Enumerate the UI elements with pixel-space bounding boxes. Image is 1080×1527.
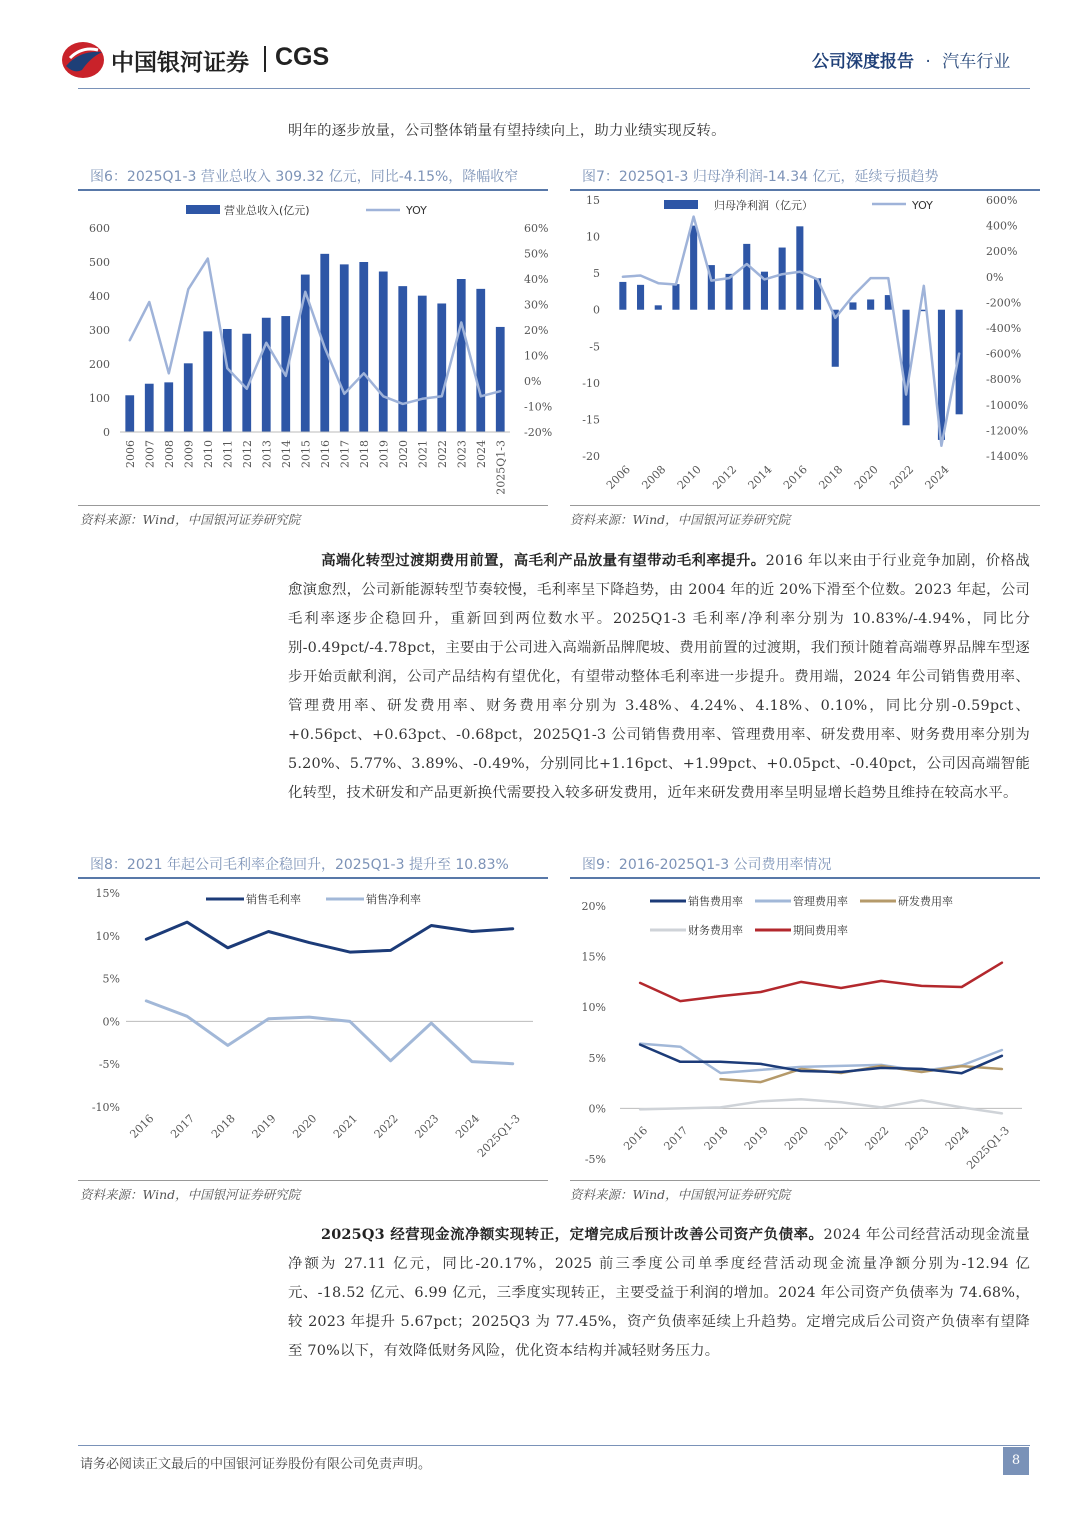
- logo-en: CGS: [275, 43, 330, 71]
- report-type: 公司深度报告: [812, 52, 914, 72]
- para1-bold: 高端化转型过渡期费用前置，高毛利产品放量有望带动毛利率提升。: [321, 552, 766, 569]
- fig7-x-tick: 2022: [887, 462, 917, 492]
- fig6-x-tick: 2018: [357, 440, 371, 468]
- fig7-bar: [619, 282, 626, 310]
- fig6-left-tick: 300: [89, 324, 110, 337]
- fig6-bar: [418, 296, 427, 432]
- fig6-chart: [78, 192, 553, 504]
- fig7-left-tick: -5: [589, 340, 600, 354]
- fig7-legend-bar-label: 归母净利润（亿元）: [714, 199, 813, 212]
- fig6-x-tick: 2009: [182, 440, 196, 468]
- fig8-x-tick: 2025Q1-3: [474, 1111, 523, 1160]
- para1-text: 2016 年以来由于行业竞争加剧，价格战愈演愈烈，公司新能源转型节奏较慢，毛利率呈下降趋势，由 2004 年的近 20%下滑至个位数。2023 年起，公司毛利率逐步企稳回升，重新回到两位数水平。2025Q1-3 毛利率/净利率分别为 10.83%/-4.94%，同比分别-0.49pct/-4.78pct，主要由于公司进入高端新品牌爬坡、费用前置的过渡期，我们预计随着高端尊界品牌车型逐步开始贡献利润，公司产品结构有望优化，有望带动整体毛利率进一步提升。费用端，2024 年公司销售费用率、管理费用率、研发费用率、财务费用率分别为 3.48%、4.24%、4.18%、0.10%，同比分别-0.59pct、+0.56pct、+0.63pct、-0.68pct，2025Q1-3 公司销售费用率、管理费用率、研发费用率、财务费用率分别为 5.20%、5.77%、3.89%、-0.49%，分别同比+1.16pct、+1.99pct、+0.05pct、-0.40pct，公司因高端智能化转型，技术研发和产品更新换代需要投入较多研发费用，近年来研发费用率呈明显增长趋势且维持在较高水平。: [288, 553, 1030, 801]
- fig7-title: 图7：2025Q1-3 归母净利润-14.34 亿元，延续亏损趋势: [582, 169, 939, 185]
- fig6-x-tick: 2019: [377, 440, 391, 468]
- fig7-bar: [779, 248, 786, 310]
- logo-divider: [264, 46, 266, 72]
- fig6-bar: [359, 262, 368, 432]
- fig6-legend-bar-swatch: [186, 205, 220, 214]
- page-number: 8: [1003, 1447, 1029, 1475]
- fig6-bar: [340, 264, 349, 432]
- fig7-right-tick: -1000%: [986, 398, 1029, 412]
- fig7-bottom-rule: [570, 505, 1040, 506]
- paragraph-2: [288, 1220, 1030, 1366]
- fig8-y-tick: 10%: [95, 929, 120, 943]
- fig9-period-line: [640, 963, 1002, 1001]
- fig9-x-tick: 2024: [942, 1123, 972, 1153]
- fig9-legend-label: 研发费用率: [898, 895, 953, 908]
- fig7-left-tick: -15: [582, 413, 600, 427]
- fig6-title: 图6：2025Q1-3 营业总收入 309.32 亿元，同比-4.15%，降幅收窄: [90, 169, 519, 185]
- fig7-x-tick: 2008: [639, 462, 669, 492]
- cgs-logo-icon: [60, 40, 106, 80]
- fig7-left-tick: 15: [586, 194, 600, 207]
- fig7-source: 资料来源：Wind，中国银河证券研究院: [570, 512, 791, 527]
- fig9-legend-label: 期间费用率: [793, 924, 848, 937]
- fig7-bar: [672, 284, 679, 310]
- fig6-bar: [203, 331, 212, 432]
- fig8-x-tick: 2023: [412, 1111, 442, 1141]
- fig6-x-tick: 2021: [416, 440, 430, 468]
- fig6-right-tick: 10%: [524, 349, 549, 363]
- fig6-x-tick: 2008: [162, 440, 176, 468]
- fig6-x-tick: 2012: [240, 440, 254, 468]
- fig6-x-tick: 2023: [455, 440, 469, 468]
- fig7-x-tick: 2020: [851, 462, 881, 492]
- fig9-x-tick: 2019: [741, 1123, 771, 1153]
- fig7-x-tick: 2014: [745, 462, 775, 492]
- fig8-x-tick: 2017: [168, 1111, 198, 1141]
- fig6-x-tick: 2016: [318, 440, 332, 468]
- fig9-bottom-rule: [570, 1180, 1040, 1181]
- fig6-left-tick: 500: [89, 256, 110, 269]
- fig9-legend-label: 财务费用率: [688, 924, 743, 937]
- fig9-x-tick: 2022: [862, 1123, 892, 1153]
- fig9-x-tick: 2016: [621, 1123, 651, 1153]
- logo-cn: 中国银河证券: [111, 50, 249, 76]
- fig6-left-tick: 200: [89, 358, 110, 371]
- fig8-x-tick: 2022: [371, 1111, 401, 1141]
- fig7-bar: [655, 305, 662, 309]
- page-header: [0, 0, 1080, 100]
- fig6-x-tick: 2010: [201, 440, 215, 468]
- fig7-left-tick: 10: [586, 230, 600, 244]
- fig9-y-tick: 15%: [581, 950, 606, 964]
- fig6-bar: [496, 327, 505, 432]
- fig8-x-tick: 2021: [330, 1111, 360, 1141]
- fig9-source: 资料来源：Wind，中国银河证券研究院: [570, 1187, 791, 1202]
- fig9-x-tick: 2025Q1-3: [964, 1123, 1013, 1172]
- fig6-left-tick: 100: [89, 392, 110, 405]
- fig6-left-tick: 600: [89, 222, 110, 235]
- fig6-bottom-rule: [78, 505, 548, 506]
- para2-bold: 2025Q3 经营现金流净额实现转正，定增完成后预计改善公司资产负债率。: [321, 1226, 824, 1243]
- fig6-x-tick: 2024: [474, 440, 488, 468]
- footer-rule: [78, 1445, 1030, 1446]
- fig9-title: 图9：2016-2025Q1-3 公司费用率情况: [582, 857, 832, 873]
- fig9-x-tick: 2023: [902, 1123, 932, 1153]
- fig6-x-tick: 2007: [143, 440, 157, 468]
- fig6-bar: [125, 395, 134, 432]
- fig7-x-tick: 2012: [710, 462, 740, 492]
- fig8-title: 图8：2021 年起公司毛利率企稳回升，2025Q1-3 提升至 10.83%: [90, 857, 509, 873]
- fig8-y-tick: -10%: [91, 1101, 120, 1114]
- fig7-bar: [796, 226, 803, 309]
- header-rule: [78, 88, 1030, 89]
- fig7-left-tick: -10: [582, 376, 600, 390]
- fig8-y-tick: -5%: [98, 1058, 120, 1072]
- fig9-finance-line: [640, 1099, 1002, 1113]
- fig7-x-tick: 2024: [922, 462, 952, 492]
- fig8-source: 资料来源：Wind，中国银河证券研究院: [80, 1187, 301, 1202]
- para2-text: 2024 年公司经营活动现金流量净额为 27.11 亿元，同比-20.17%，2025 前三季度公司单季度经营活动现金流量净额分别为-12.94 亿元、-18.52 亿元、6.99 亿元，三季度实现转正，主要受益于利润的增加。2024 年公司资产负债率为 74.68%，较 2023 年提升 5.67pct；2025Q3 为 77.45%，资产负债率延续上升趋势。定增完成后公司资产负债率有望降至 70%以下，有效降低财务风险，优化资本结构并减轻财务压力。: [288, 1227, 1030, 1359]
- fig8-x-tick: 2018: [208, 1111, 238, 1141]
- fig6-bar: [379, 272, 388, 432]
- fig6-right-tick: -10%: [524, 400, 553, 414]
- fig7-right-tick: -600%: [986, 347, 1022, 361]
- fig7-right-tick: -800%: [986, 373, 1022, 387]
- fig7-left-tick: 0: [593, 303, 600, 317]
- fig6-left-tick: 400: [89, 290, 110, 303]
- fig6-bar: [457, 279, 466, 432]
- fig6-x-tick: 2014: [279, 440, 293, 468]
- fig7-bar: [690, 226, 697, 310]
- fig6-right-tick: 50%: [524, 247, 549, 261]
- fig7-right-tick: -1400%: [986, 450, 1029, 463]
- fig9-y-tick: 10%: [581, 1001, 606, 1015]
- fig8-legend-label-net: 销售净利率: [366, 893, 421, 906]
- fig6-bar: [476, 289, 485, 432]
- fig6-bar: [320, 254, 329, 432]
- fig8-x-tick: 2024: [453, 1111, 483, 1141]
- fig9-legend-label: 管理费用率: [793, 895, 848, 908]
- fig6-source: 资料来源：Wind，中国银河证券研究院: [80, 512, 301, 527]
- fig9-legend-label: 销售费用率: [688, 895, 743, 908]
- fig6-x-tick: 2022: [435, 440, 449, 468]
- header-report-info: [812, 47, 1010, 72]
- fig9-x-tick: 2017: [661, 1123, 691, 1153]
- fig6-x-tick: 2015: [299, 440, 313, 468]
- fig7-left-tick: -20: [582, 450, 600, 463]
- fig6-bar: [262, 318, 271, 432]
- fig7-chart: [570, 190, 1040, 504]
- fig7-x-tick: 2010: [674, 462, 704, 492]
- fig8-y-tick: 5%: [102, 972, 120, 986]
- fig9-y-tick: 0%: [588, 1102, 606, 1116]
- fig8-bottom-rule: [78, 1180, 548, 1181]
- fig6-right-tick: -20%: [524, 426, 553, 439]
- fig6-bar: [437, 303, 446, 432]
- fig6-title-rule: [78, 189, 548, 191]
- fig7-bar: [637, 285, 644, 310]
- intro-line: 明年的逐步放量，公司整体销量有望持续向上，助力业绩实现反转。: [288, 123, 726, 139]
- fig8-legend-label-gross: 销售毛利率: [246, 893, 301, 906]
- paragraph-margin: [288, 546, 1030, 808]
- fig6-x-tick: 2020: [396, 440, 410, 468]
- fig7-right-tick: -200%: [986, 296, 1022, 310]
- fig6-x-tick: 2006: [123, 440, 137, 468]
- fig9-x-tick: 2021: [822, 1123, 852, 1153]
- fig6-bar: [145, 384, 154, 432]
- fig6-x-tick: 2017: [338, 440, 352, 468]
- fig9-x-tick: 2020: [782, 1123, 812, 1153]
- fig6-left-tick: 0: [103, 426, 110, 439]
- fig9-chart: [570, 879, 1040, 1179]
- fig7-right-tick: 200%: [986, 245, 1018, 259]
- industry-label: 汽车行业: [942, 52, 1011, 72]
- fig9-y-tick: 20%: [581, 900, 606, 913]
- fig9-y-tick: -5%: [584, 1153, 606, 1166]
- fig7-left-tick: 5: [593, 267, 600, 281]
- fig6-legend-line-label: YOY: [406, 204, 427, 217]
- fig6-bar: [398, 286, 407, 432]
- fig6-right-tick: 40%: [524, 273, 549, 286]
- fig6-right-tick: 0%: [524, 375, 542, 388]
- fig6-bar: [164, 382, 173, 432]
- fig8-y-tick: 0%: [102, 1015, 120, 1029]
- fig6-legend-bar-label: 营业总收入(亿元): [224, 204, 310, 217]
- fig8-x-tick: 2016: [127, 1111, 157, 1141]
- fig9-x-tick: 2018: [701, 1123, 731, 1153]
- fig8-gross-margin-line: [146, 922, 512, 952]
- fig7-right-tick: -400%: [986, 322, 1022, 335]
- fig6-right-tick: 20%: [524, 324, 549, 337]
- fig9-y-tick: 5%: [588, 1051, 606, 1065]
- fig6-right-tick: 30%: [524, 298, 549, 312]
- fig8-chart: [78, 879, 548, 1179]
- fig8-net-margin-line: [146, 1001, 512, 1064]
- fig7-legend-line-label: YOY: [912, 199, 933, 212]
- fig7-right-tick: 0%: [986, 270, 1004, 284]
- fig6-bar: [184, 363, 193, 432]
- header-separator: ·: [925, 52, 931, 72]
- fig6-x-tick: 2013: [260, 440, 274, 468]
- fig7-right-tick: -1200%: [986, 424, 1029, 438]
- fig7-x-tick: 2016: [780, 462, 810, 492]
- fig7-x-tick: 2018: [816, 462, 846, 492]
- fig7-x-tick: 2006: [603, 462, 633, 492]
- fig6-right-tick: 60%: [524, 222, 549, 235]
- fig6-x-tick: 2011: [221, 440, 235, 468]
- fig8-x-tick: 2019: [249, 1111, 279, 1141]
- fig7-right-tick: 600%: [986, 194, 1018, 207]
- fig8-y-tick: 15%: [95, 887, 120, 900]
- fig7-legend-bar-swatch: [664, 200, 698, 209]
- fig7-bar: [867, 299, 874, 309]
- fig7-bar: [849, 302, 856, 309]
- fig7-right-tick: 400%: [986, 219, 1018, 233]
- fig7-bar: [903, 310, 910, 426]
- fig7-bar: [743, 244, 750, 310]
- fig8-x-tick: 2020: [290, 1111, 320, 1141]
- footer-disclaimer: 请务必阅读正文最后的中国银河证券股份有限公司免责声明。: [80, 1457, 432, 1472]
- fig6-x-tick: 2025Q1-3: [494, 440, 508, 495]
